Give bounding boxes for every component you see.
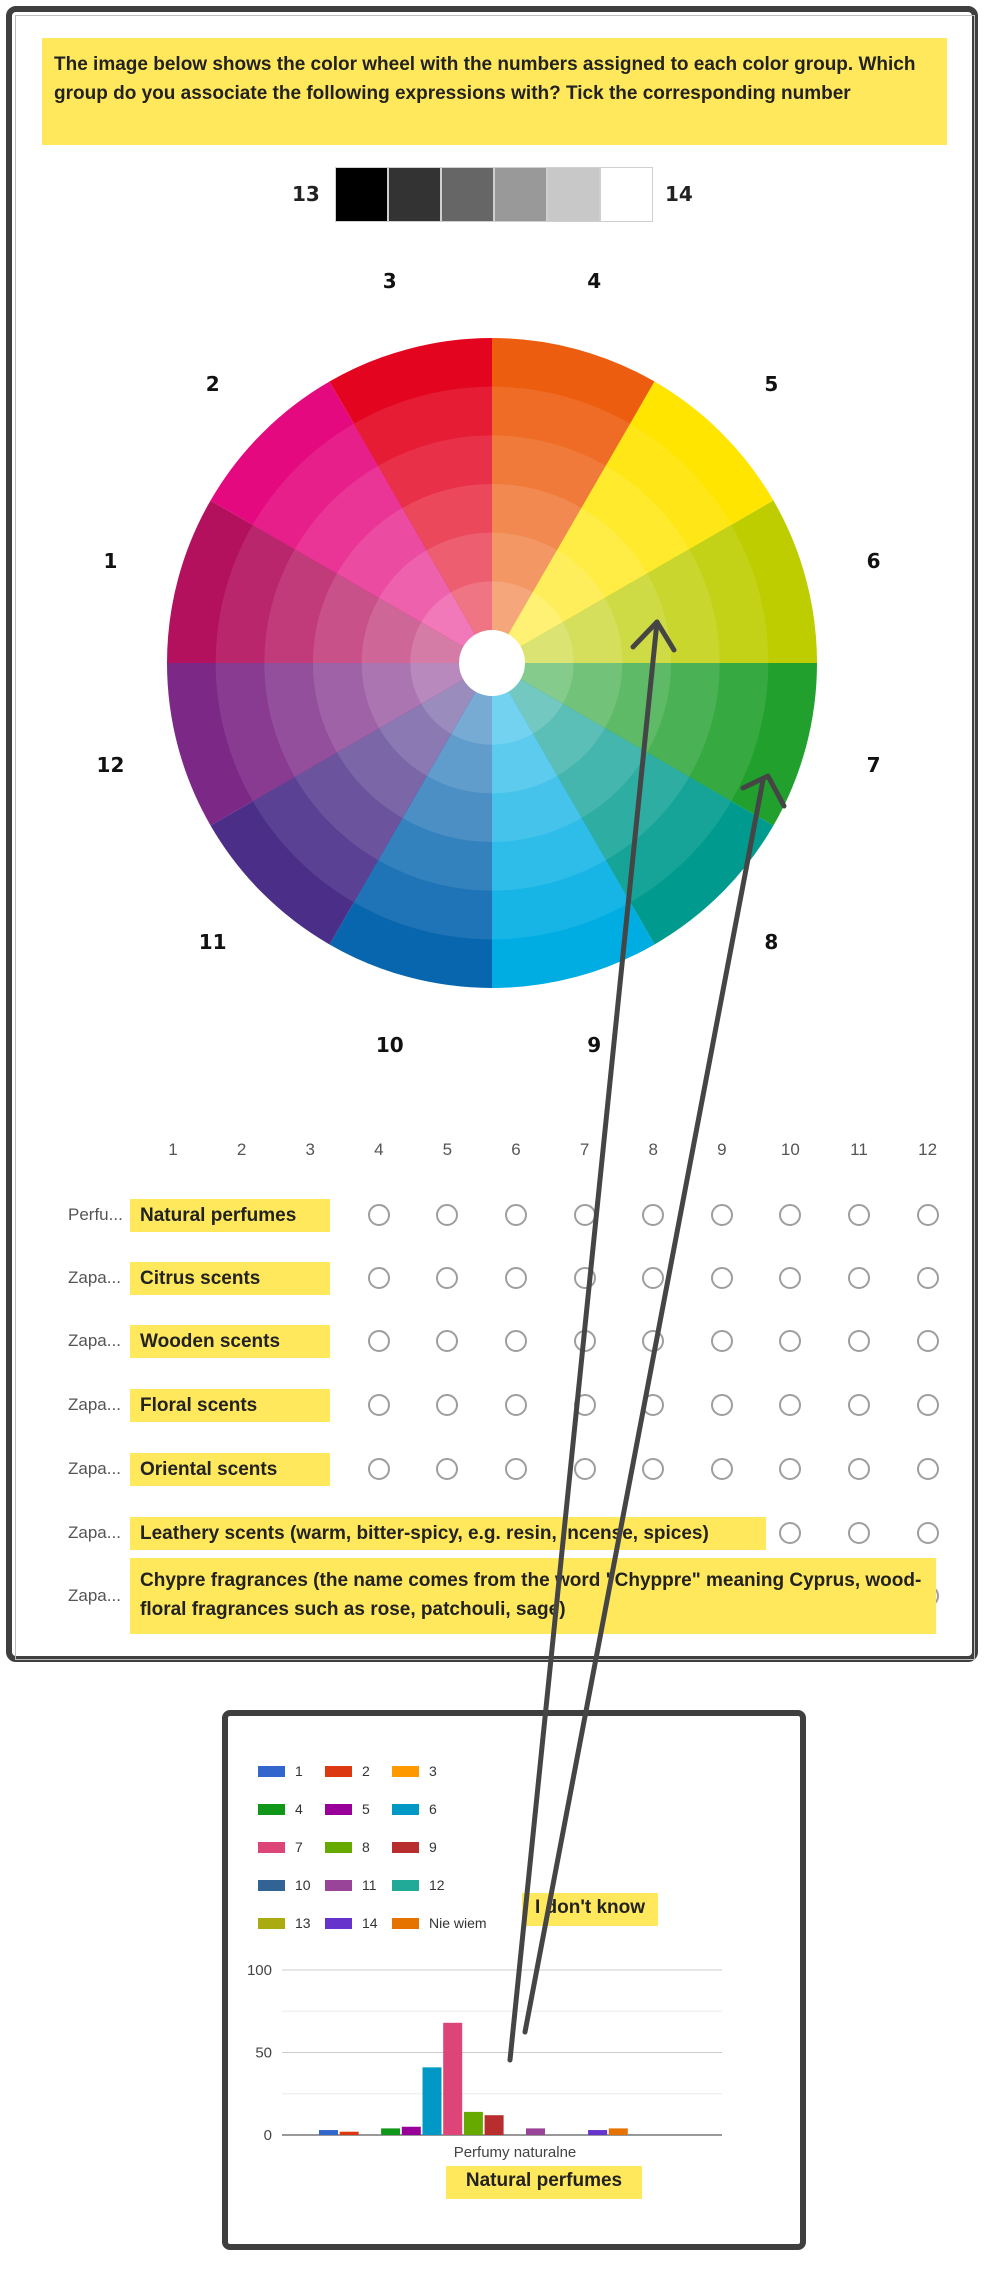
legend-label: 9 — [429, 1839, 437, 1855]
legend-label: 13 — [295, 1915, 311, 1931]
wheel-group-label: 10 — [375, 1032, 404, 1057]
grid-row-label: Chypre fragrances (the name comes from the word "Chyppre" meaning Cyprus, wood-floral fragrances such as rose, patchouli, sage) — [130, 1558, 936, 1634]
wheel-group-label: 2 — [205, 371, 220, 396]
wheel-group-label: 3 — [382, 269, 397, 294]
wheel-group-label: 5 — [764, 371, 779, 396]
grid-row-prefix: Zapa... — [68, 1331, 121, 1350]
grid-column-header: 4 — [374, 1140, 384, 1159]
grid-column-header: 5 — [442, 1140, 453, 1159]
grid-row-label: Wooden scents — [130, 1325, 330, 1358]
y-tick-label: 0 — [263, 2127, 272, 2144]
arrow-to-group-6 — [510, 622, 657, 2060]
grid-column-header: 11 — [850, 1140, 868, 1159]
grid-column-header: 10 — [780, 1140, 800, 1159]
grid-row-label: Oriental scents — [130, 1453, 330, 1486]
grid-column-header: 2 — [236, 1140, 247, 1159]
wheel-group-label: 9 — [587, 1032, 602, 1057]
legend-label: 4 — [295, 1801, 303, 1817]
arrow-to-group-7 — [525, 780, 763, 2032]
grid-row-label: Leathery scents (warm, bitter-spicy, e.g. resin, incense, spices) — [130, 1517, 766, 1550]
grid-row-prefix: Zapa... — [68, 1523, 121, 1542]
grid-row-label: Floral scents — [130, 1389, 330, 1422]
wheel-group-label: 8 — [764, 930, 779, 955]
legend-label: 6 — [429, 1801, 437, 1817]
grid-column-header: 7 — [579, 1140, 590, 1159]
y-tick-label: 100 — [246, 1962, 272, 1979]
grid-row-prefix: Zapa... — [68, 1395, 121, 1414]
grayscale-left-label: 13 — [292, 182, 320, 206]
legend-label: 7 — [295, 1839, 303, 1855]
grayscale-right-label: 14 — [665, 182, 693, 206]
grid-row-prefix: Zapa... — [68, 1459, 121, 1478]
legend-label: 1 — [295, 1763, 303, 1779]
wheel-group-label: 4 — [587, 269, 602, 294]
grid-column-header: 8 — [648, 1140, 658, 1159]
wheel-group-label: 1 — [103, 548, 118, 573]
legend-label: 14 — [362, 1915, 378, 1931]
legend-label: Nie wiem — [429, 1915, 487, 1931]
wheel-group-label: 12 — [96, 753, 125, 778]
grid-column-header: 9 — [717, 1140, 727, 1159]
wheel-group-label: 7 — [866, 753, 881, 778]
grid-column-header: 6 — [511, 1140, 521, 1159]
grid-row-prefix: Perfu... — [68, 1205, 123, 1224]
instruction-text: The image below shows the color wheel with the numbers assigned to each color group. Which group do you associate the following expressions with? Tick the corresponding number — [42, 38, 947, 145]
arrow-head-group-7 — [743, 776, 784, 806]
x-category-label: Perfumy naturalne — [453, 2144, 577, 2161]
y-tick-label: 50 — [255, 2044, 272, 2062]
grid-row-prefix: Zapa... — [68, 1586, 121, 1605]
legend-label: 11 — [362, 1877, 377, 1893]
grid-row-label: Natural perfumes — [130, 1199, 330, 1232]
legend-label: 2 — [362, 1763, 370, 1779]
wheel-group-label: 6 — [866, 548, 881, 573]
grid-column-header: 1 — [168, 1140, 178, 1159]
legend-label: 3 — [429, 1763, 437, 1779]
wheel-group-label: 11 — [198, 930, 227, 955]
legend-label: 8 — [362, 1839, 370, 1855]
natural-perfumes-annotation: Natural perfumes — [446, 2166, 642, 2199]
grid-row-prefix: Zapa... — [68, 1268, 121, 1287]
legend-label: 12 — [429, 1877, 445, 1893]
legend-label: 10 — [295, 1877, 311, 1893]
dont-know-annotation: I don't know — [522, 1893, 658, 1926]
grid-column-header: 3 — [305, 1140, 315, 1159]
legend-label: 5 — [362, 1801, 370, 1817]
grid-column-header: 12 — [918, 1140, 938, 1159]
grid-row-label: Citrus scents — [130, 1262, 330, 1295]
